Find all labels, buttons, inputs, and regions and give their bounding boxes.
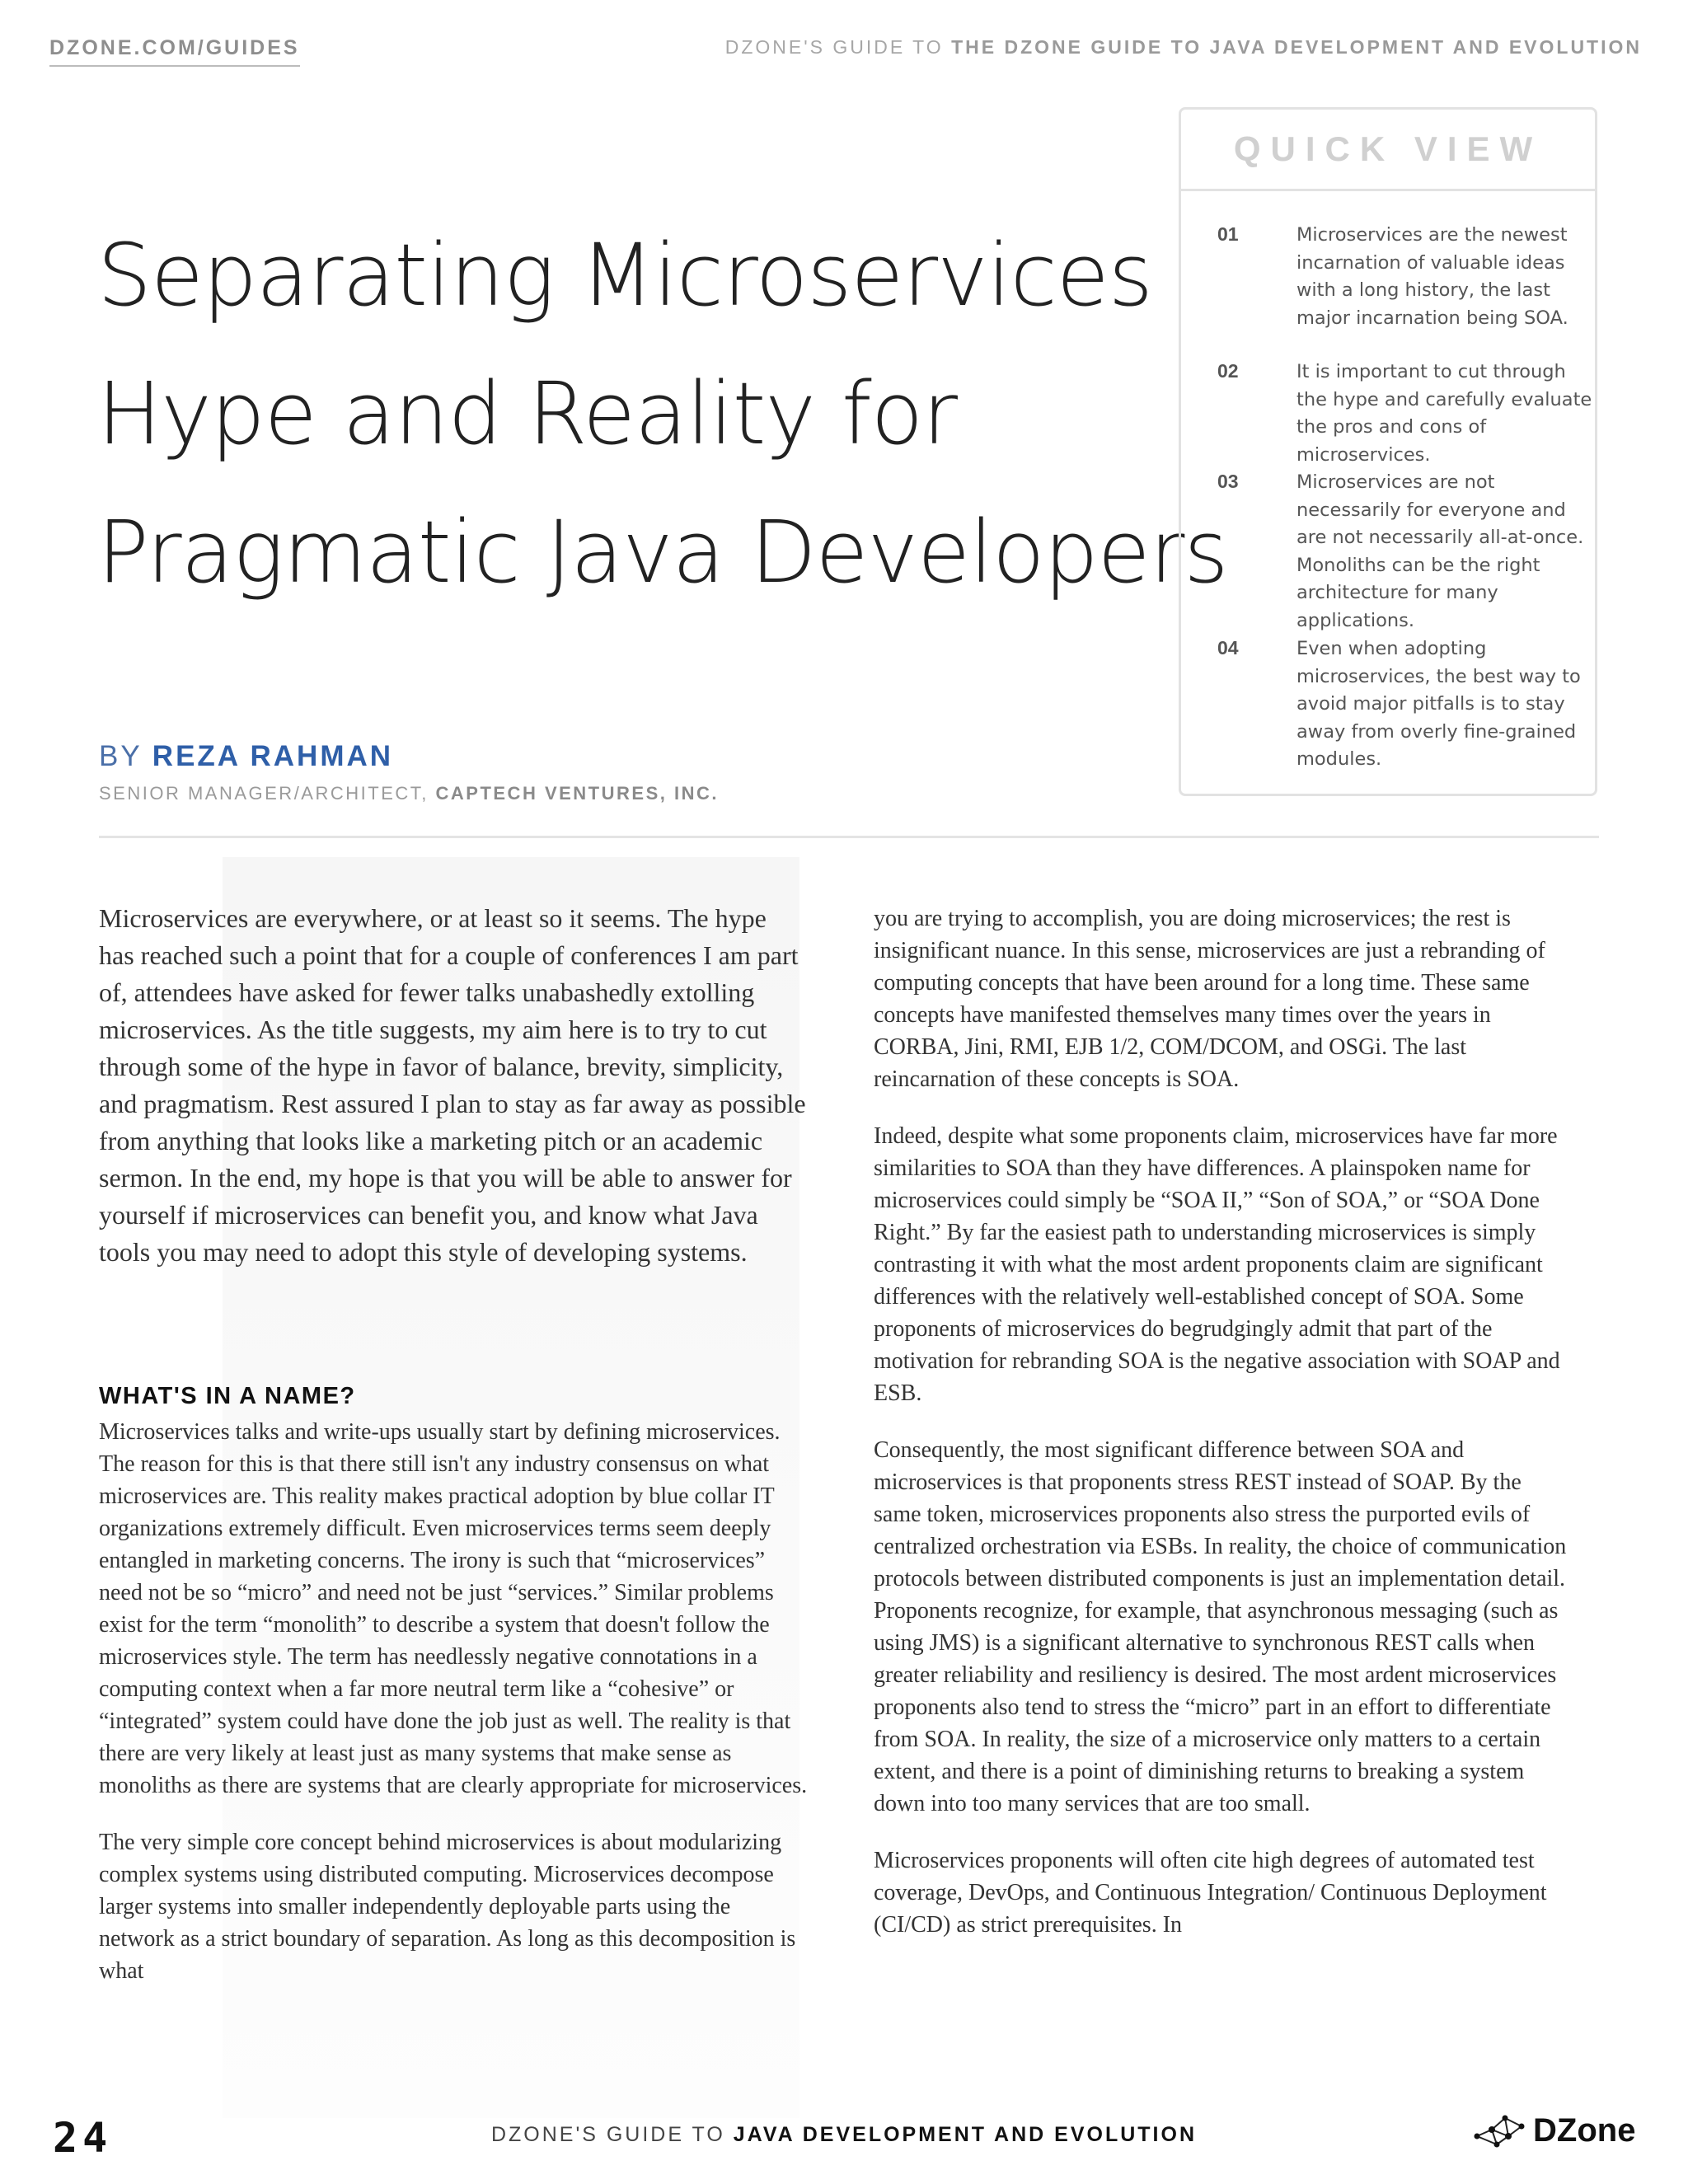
author-name: REZA RAHMAN bbox=[152, 740, 394, 772]
footer-bold: JAVA DEVELOPMENT AND EVOLUTION bbox=[733, 2123, 1198, 2146]
body-paragraph: Consequently, the most significant difference between SOA and microservices is that proponents stress REST instead of SOAP. By the same token, microservices proponents also stress the purported evils of centralized orchestration via ESBs. In reality, the choice of communication protocols between distributed components is just an implementation detail. Proponents recognize, for example, that asynchronous messaging (such as using JMS) is a significant alternative to synchronous REST calls when greater reliability and resiliency is desired. The most ardent microservices proponents also tend to stress the “micro” part in an effort to differentiate from SOA. In reality, the size of a microservice only matters to a certain extent, and there is a point of diminishing returns to breaking a system down into too many services that are too small. bbox=[874, 1437, 1567, 1816]
running-header bbox=[725, 36, 1642, 59]
logo-text: DZone bbox=[1533, 2111, 1636, 2149]
quick-view-number: 01 bbox=[1217, 223, 1239, 245]
left-column bbox=[99, 1380, 808, 2012]
quick-view-text: It is important to cut through the hype and carefully evaluate the pros and cons of microservices. bbox=[1296, 361, 1592, 466]
title-line-1: Separating Microservices bbox=[97, 225, 1152, 326]
body-paragraph: Microservices talks and write-ups usually start by defining microservices. The reason for this is that there still isn't any industry consensus on what microservices are. This reality makes practical adoption by blue collar IT organizations extremely difficult. Even microservices terms seem deeply entangled in marketing concerns. The irony is such that “microservices” need not be so “micro” and need not be just “services.” Similar problems exist for the term “monolith” to describe a system that doesn't follow the microservices style. The term has needlessly negative connotations in a computing context when a far more neutral term like a “cohesive” or “integrated” system could have done the job just as well. The reality is that there are very likely at least just as many systems that make sense as monoliths as there are systems that are clearly appropriate for microservices. bbox=[99, 1419, 808, 1798]
quick-view-number: 02 bbox=[1217, 360, 1239, 382]
page-number: 24 bbox=[53, 2114, 113, 2162]
section-heading: WHAT'S IN A NAME? bbox=[99, 1383, 356, 1409]
quick-view-text: Even when adopting microservices, the best way to avoid major pitfalls is to stay away from overly fine-grained modules. bbox=[1296, 638, 1581, 770]
quick-view-number: 04 bbox=[1217, 637, 1239, 658]
dzone-logo[interactable] bbox=[1472, 2111, 1635, 2149]
lead-paragraph bbox=[99, 900, 808, 1271]
quick-view-heading: QUICK VIEW bbox=[1181, 110, 1595, 191]
running-header-title: THE DZONE GUIDE TO JAVA DEVELOPMENT AND EVOLUTION bbox=[951, 36, 1642, 58]
lead-text: Microservices are everywhere, or at least so it seems. The hype has reached such a point that for a couple of conferences I am part of, attendees have asked for fewer talks unabashedly extolling microservices. As the title suggests, my aim here is to try to cut through some of the hype in favor of balance, brevity, simplicity, and pragmatism. Rest assured I plan to stay as far away as possible from anything that looks like a marketing pitch or an academic sermon. In the end, my hope is that you will be able to answer for yourself if microservices can benefit you, and know what Java tools you may need to adopt this style of developing systems. bbox=[99, 903, 806, 1267]
network-graph-icon bbox=[1472, 2111, 1526, 2149]
footer-title bbox=[0, 2123, 1688, 2147]
body-paragraph: Microservices proponents will often cite high degrees of automated test coverage, DevOps, and Continuous Integration/ Continuous Deployment (CI/CD) as strict prerequisites. In bbox=[874, 1848, 1547, 1938]
body-paragraph: The very simple core concept behind microservices is about modularizing complex systems using distributed computing. Microservices decompose larger systems into smaller independently deployable parts using the network as a strict boundary of separation. As long as this decomposition is what bbox=[99, 1830, 796, 1984]
header-divider bbox=[99, 836, 1599, 838]
title-line-3: Pragmatic Java Developers bbox=[97, 502, 1228, 602]
author-role bbox=[99, 783, 719, 804]
body-paragraph: Indeed, despite what some proponents claim, microservices have far more similarities to SOA than they have differences. A plainspoken name for microservices could simply be “SOA II,” “Son of SOA,” or “SOA Done Right.” By far the easiest path to understanding microservices is simply contrasting it with what the most ardent proponents claim are significant differences with the relatively well-established concept of SOA. Some proponents of microservices do begrudgingly admit that part of the motivation for rebranding SOA is the negative association with SOAP and ESB. bbox=[874, 1123, 1560, 1406]
quick-view-text: Microservices are the newest incarnation of valuable ideas with a long history, the last major incarnation being SOA. bbox=[1296, 224, 1568, 329]
footer-prefix: DZONE'S GUIDE TO bbox=[490, 2123, 725, 2146]
right-column bbox=[874, 902, 1574, 1966]
author-byline bbox=[99, 740, 393, 773]
quick-view-box bbox=[1179, 107, 1597, 796]
byline-by: BY bbox=[99, 740, 143, 772]
body-paragraph: you are trying to accomplish, you are doing microservices; the rest is insignificant nuance. In this sense, microservices are just a rebranding of computing concepts that have been around for a long time. These same concepts have manifested themselves many times over the years in CORBA, Jini, RMI, EJB 1/2, COM/DCOM, and OSGi. The last reincarnation of these concepts is SOA. bbox=[874, 906, 1545, 1092]
running-header-prefix: DZONE'S GUIDE TO bbox=[724, 36, 944, 58]
site-link[interactable]: DZONE.COM/GUIDES bbox=[49, 36, 300, 67]
quick-view-number: 03 bbox=[1217, 471, 1239, 492]
author-title: SENIOR MANAGER/ARCHITECT, bbox=[99, 783, 429, 804]
title-line-2: Hype and Reality for bbox=[97, 363, 958, 464]
author-company: CAPTECH VENTURES, INC. bbox=[435, 783, 719, 804]
quick-view-text: Microservices are not necessarily for everyone and are not necessarily all-at-once. Monoliths can be the right architecture for many applications. bbox=[1296, 471, 1584, 631]
